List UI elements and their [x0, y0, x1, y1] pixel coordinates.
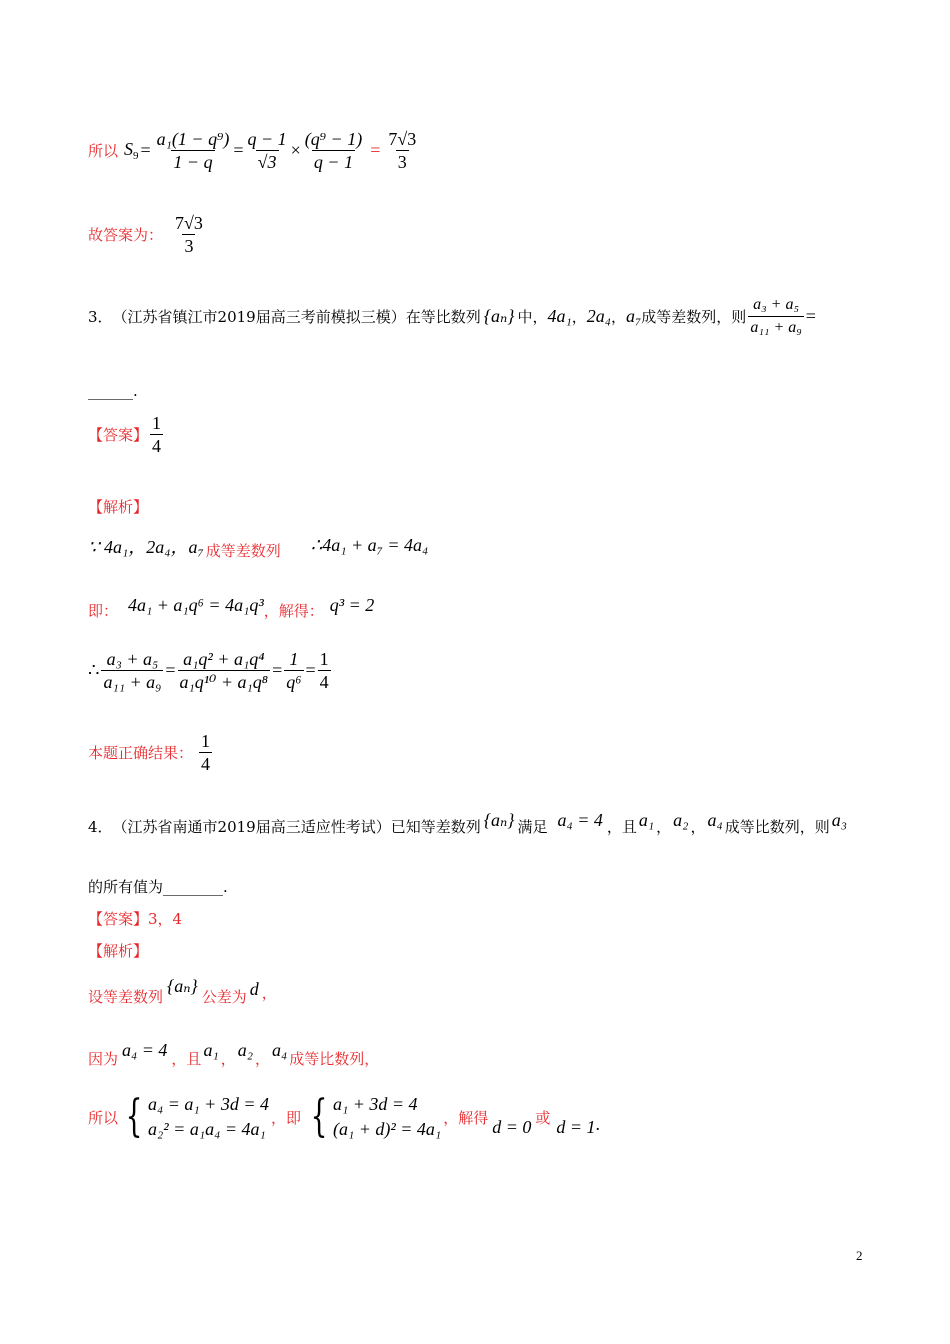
a4-l1-text-2: 公差为: [201, 988, 247, 1006]
a4-l1-end: ，: [261, 984, 277, 1002]
q4-term-1: a₁: [638, 810, 655, 830]
a3-answer-line: [88, 412, 165, 457]
q3-text: 在等比数列: [405, 308, 481, 326]
a4-period: .: [595, 1113, 601, 1134]
a4-l2-text-2: ，且: [171, 1050, 202, 1068]
a4-system-2-row-2: (a₁ + d)² = 4a₁: [333, 1119, 442, 1139]
a3-big-fraction-1: $\frac{\text{a₃ + a₅}}{\text{a₁₁ + a₉}}$: [103, 649, 162, 692]
q4-condition: a₄ = 4: [557, 810, 603, 830]
q3-term-2: 2a₄: [586, 306, 612, 326]
q3-term-3: a₇: [626, 306, 642, 326]
q4-text-2: 满足: [517, 818, 548, 836]
q3-comma-1: ，: [571, 308, 587, 326]
a3-answer-label: 【答案】: [88, 426, 149, 444]
a4-system-2-row-1: a₁ + 3d = 4: [333, 1094, 418, 1114]
a4-l3-ji: ，即: [270, 1108, 301, 1127]
answer-line-1: [88, 212, 207, 257]
a3-therefore-expr: ∴4a₁ + a₇ = 4a₄: [310, 535, 429, 555]
question-3: [88, 294, 878, 339]
a4-line-2: 因为 a₄ = 4 ，且 a₁ ， a₂ ， a₄ 成等比数列，: [88, 1040, 380, 1068]
q4-target: a₃: [831, 810, 847, 830]
a3-big-fraction-2: $\frac{\text{a₁q² + a₁q⁴}}{\text{a₁q¹⁰ + a₁q⁸}}$: [179, 649, 269, 692]
a4-l3-prefix: 所以: [88, 1108, 119, 1127]
q4-number: 4．: [88, 818, 113, 836]
a4-answer: 【答案】3，4: [88, 910, 183, 928]
q3-answer-blank: ______.: [88, 382, 138, 400]
a4-l3-solve-label: ，解得: [443, 1108, 489, 1127]
a4-solution-1: d = 0: [492, 1116, 532, 1137]
s9-symbol: $S_9$: [124, 139, 139, 162]
a4-l2-condition: a₄ = 4: [122, 1040, 168, 1060]
a3-ji-line: [88, 590, 374, 621]
a3-big-fraction-3: $\frac{1}{\text{q⁶}}$: [286, 649, 302, 692]
a3-result-fraction: $\frac{1}{4}$: [201, 731, 211, 774]
q3-ratio-fraction: $\frac{\text{a₃ + a₅}}{\text{a₁₁ + a₉}}$: [748, 294, 803, 339]
q3-text-2: 中，: [517, 308, 548, 326]
q3-equals: =: [805, 306, 816, 326]
s9-fraction-2: $\frac{q - 1}{√3}$: [247, 129, 287, 172]
a4-l2-term-1: a₁: [203, 1040, 219, 1060]
a3-analysis-label: 【解析】: [88, 498, 149, 516]
q4-source: （江苏省南通市2019届高三适应性考试）: [112, 818, 391, 836]
q3-sequence: {aₙ}: [483, 306, 515, 326]
a4-system-2: [333, 1092, 441, 1142]
a3-result-label: 本题正确结果：: [88, 744, 194, 762]
a4-line-3: 所以 { a₄ = a₁ + 3d = 4 a₂² = a₁a₄ = 4a₁ ，即 { a₁ + 3d = 4 (a₁ + d)² = 4a₁ ，解得 d = 0 或 d = 1 .: [88, 1091, 601, 1142]
q4-line-2: 的所有值为________.: [88, 878, 228, 896]
s9-result-fraction: $\frac{7√3}{3}$: [388, 129, 417, 172]
q3-source: （江苏省镇江市2019届高三考前模拟三模）: [112, 308, 406, 326]
q3-text-3: 成等差数列，则: [641, 308, 747, 326]
q3-comma-2: ，: [611, 308, 627, 326]
a3-result-line: [88, 730, 214, 775]
a4-l1-d: d: [249, 979, 259, 999]
therefore-symbol: ∴: [88, 660, 100, 680]
s9-fraction-3: $\frac{\text{(q⁹ − 1)}}{q - 1}$: [304, 129, 363, 172]
a4-l2-term-3: a₄: [272, 1040, 288, 1060]
a4-l2-term-2: a₂: [237, 1040, 253, 1060]
a4-system-1-row-1: a₄ = a₁ + 3d = 4: [148, 1094, 269, 1114]
so-label: 所以: [88, 142, 119, 160]
q4-text-3: ，且: [606, 818, 637, 836]
a3-because-text: 成等差数列: [205, 542, 281, 560]
page-number: 2: [856, 1248, 863, 1263]
a3-therefore-line: ∴ $\frac{\text{a₃ + a₅}}{\text{a₁₁ + a₉}}$ = $\frac{\text{a₁q² + a₁q⁴}}{\text{a₁q¹⁰ + a₁q⁸}}$ = $\frac{1}{\text{q⁶}}$ = $\frac{1}{4}$: [88, 649, 329, 692]
answer-is-label: 故答案为：: [88, 226, 164, 244]
q4-text: 已知等差数列: [390, 818, 481, 836]
times-sign: ×: [290, 140, 301, 160]
answer-fraction-1: $\frac{7√3}{3}$: [175, 213, 203, 256]
a3-big-fraction-4: $\frac{1}{4}$: [319, 649, 329, 692]
q3-term-1: 4a₁: [547, 306, 572, 326]
s9-fraction-1: $\frac{\text{a₁(1 − q⁹)}}{1 - q}$: [156, 129, 230, 172]
red-equals: =: [370, 140, 381, 160]
a4-solution-2: d = 1: [556, 1116, 596, 1137]
a3-because-line: [88, 530, 428, 561]
a3-because-expr: ∵ 4a₁，2a₄，a₇: [88, 536, 204, 557]
question-4: 4． （江苏省南通市2019届高三适应性考试） 已知等差数列 {aₙ} 满足 a₄ = 4 ，且 a₁ ， a₂ ， a₄ 成等比数列，则 a₃: [88, 810, 847, 836]
a4-system-1-row-2: a₂² = a₁a₄ = 4a₁: [148, 1119, 266, 1139]
q4-sequence: {aₙ}: [483, 810, 515, 830]
a4-line-1: [88, 978, 277, 1007]
a4-l1-sequence: {aₙ}: [167, 976, 198, 996]
a4-analysis-label: 【解析】: [88, 942, 149, 960]
a4-l1-text: 设等差数列: [88, 988, 164, 1006]
a4-or: 或: [535, 1108, 551, 1127]
a3-ji-label: 即：: [88, 602, 119, 620]
q3-number: 3．: [88, 308, 113, 326]
a3-answer-fraction: $\frac{1}{4}$: [152, 413, 162, 456]
a4-system-1: [148, 1092, 269, 1142]
q4-text-4: 成等比数列，则: [724, 818, 830, 836]
a3-solve-label: ，解得：: [263, 602, 324, 620]
a4-l2-end: 成等比数列，: [289, 1050, 380, 1068]
q4-term-2: a₂: [673, 810, 689, 830]
s9-formula-line: 所以 $S_9$ = $\frac{\text{a₁(1 − q⁹)}}{1 - q}$ = $\frac{q - 1}{√3}$ × $\frac{\text{(q⁹ − 1)}}{q - 1}$ = $\frac{7√3}{3}$: [88, 129, 417, 172]
a4-l2-text: 因为: [88, 1050, 119, 1068]
a3-q-cubed: q³ = 2: [329, 595, 375, 615]
q4-term-3: a₄: [707, 810, 723, 830]
a3-equation-1: 4a₁ + a₁q⁶ = 4a₁q³: [128, 595, 264, 615]
